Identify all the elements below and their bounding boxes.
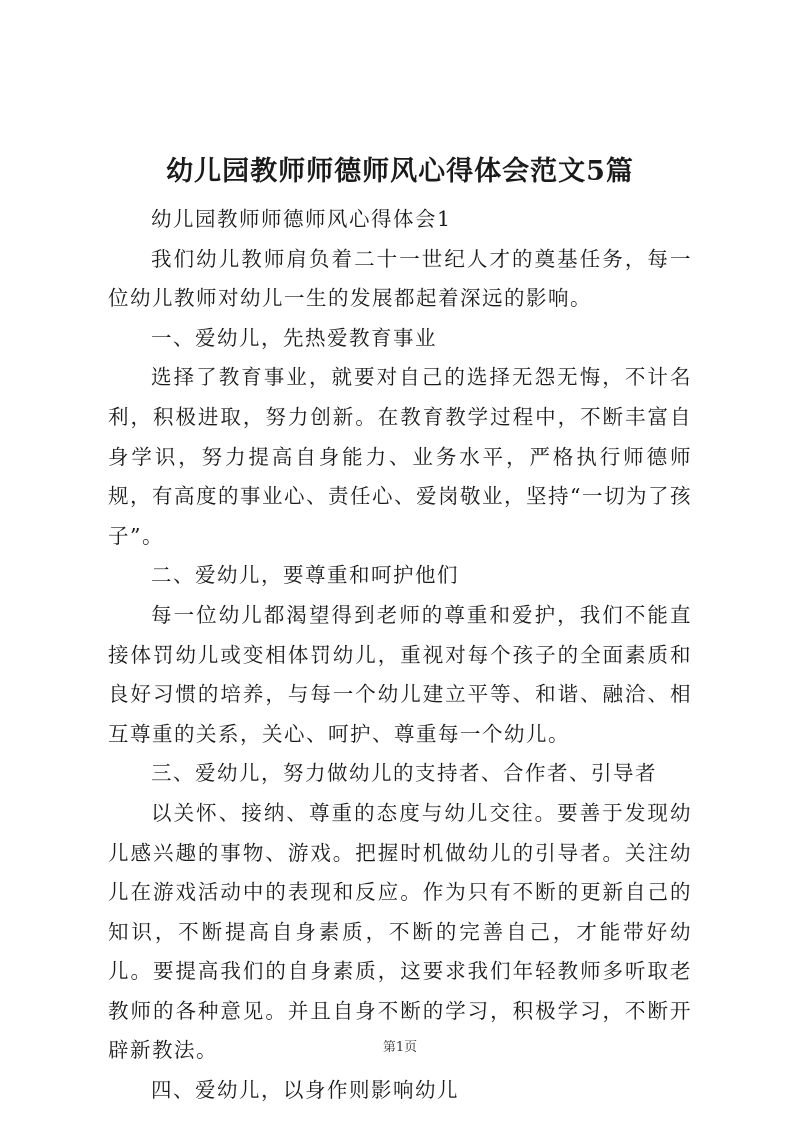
section-heading: 四、爱幼儿，以身作则影响幼儿	[151, 1078, 460, 1103]
section-heading: 二、爱幼儿，要尊重和呵护他们	[151, 563, 460, 588]
paragraph: 以关怀、接纳、尊重的态度与幼儿交往。要善于发现幼儿感兴趣的事物、游戏。把握时机做幼儿的引导者。关注幼儿在游戏活动中的表现和反应。作为只有不断的更新自己的知识，不断提高自身素质，不断的完善自己，才能带好幼儿。要提高我们的自身素质，这要求我们年轻教师多听取老教师的各种意见。并且自身不断的学习，积极学习，不断开辟新教法。	[108, 800, 692, 1063]
page-number: 第1页	[382, 1040, 418, 1055]
paragraph: 我们幼儿教师肩负着二十一世纪人才的奠基任务，每一位幼儿教师对幼儿一生的发展都起着深远的影响。	[108, 246, 692, 311]
section-heading: 幼儿园教师师德师风心得体会1	[151, 207, 452, 231]
section-heading: 三、爱幼儿，努力做幼儿的支持者、合作者、引导者	[151, 761, 658, 786]
section-heading: 一、爱幼儿，先热爱教育事业	[151, 325, 438, 350]
document-title: 幼儿园教师师德师风心得体会范文5篇	[166, 156, 634, 187]
paragraph: 选择了教育事业，就要对自己的选择无怨无悔，不计名利，积极进取，努力创新。在教育教学过程中，不断丰富自身学识，努力提高自身能力、业务水平，严格执行师德师规，有高度的事业心、责任心、爱岗敬业，坚持“一切为了孩子”。	[108, 365, 692, 548]
paragraph: 每一位幼儿都渴望得到老师的尊重和爱护，我们不能直接体罚幼儿或变相体罚幼儿，重视对每个孩子的全面素质和良好习惯的培养，与每一个幼儿建立平等、和谐、融洽、相互尊重的关系，关心、呵护、尊重每一个幼儿。	[108, 602, 692, 746]
document-body	[108, 200, 692, 1111]
